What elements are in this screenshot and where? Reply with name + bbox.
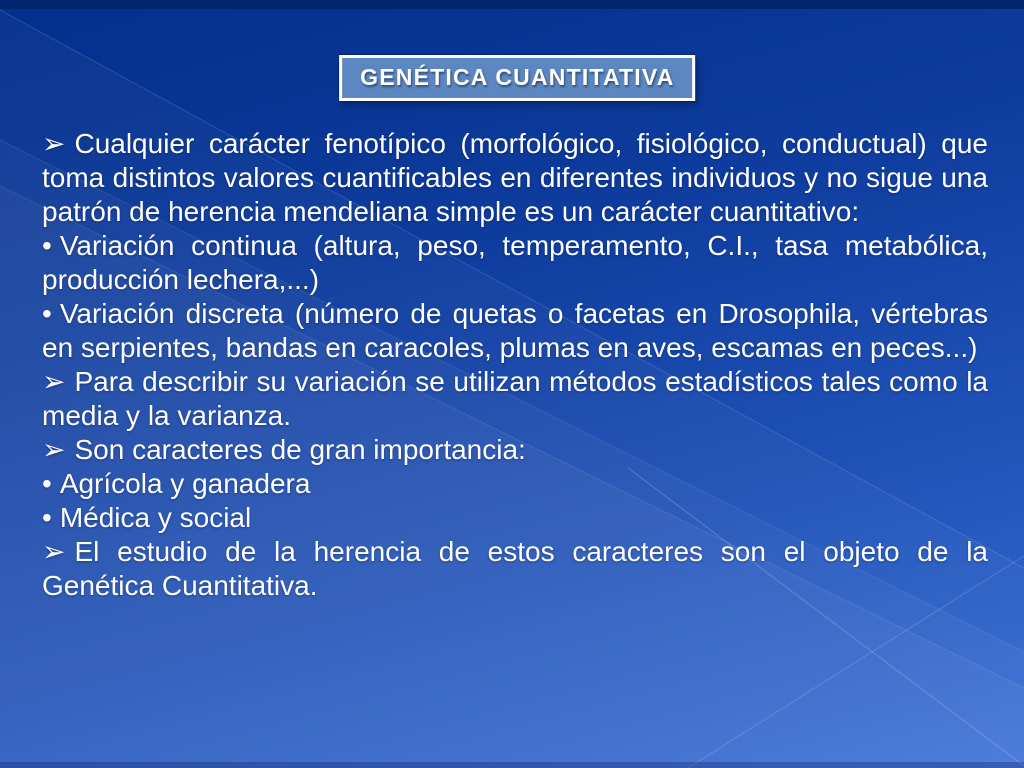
sub-bullet-item-3 [42,467,988,501]
arrow-bullet-icon: ➢ [42,536,66,567]
dot-bullet-icon: • [42,230,52,261]
dot-bullet-icon: • [42,468,52,499]
sub-bullet-text-3: Agrícola y ganadera [59,468,311,499]
sub-bullet-text-1: Variación continua (altura, peso, temperamento, C.I., tasa metabólica, producción lechera,...) [42,230,988,295]
slide-title: GENÉTICA CUANTITATIVA [360,64,675,90]
top-border-strip [0,0,1024,9]
slide-body [42,127,988,603]
bullet-text-3: Son caracteres de gran importancia: [74,434,526,465]
bullet-item-1 [42,127,988,229]
sub-bullet-text-4: Médica y social [59,502,252,533]
bottom-border-strip [0,762,1024,768]
bullet-item-2 [42,365,988,433]
bullet-text-4: El estudio de la herencia de estos caracteres son el objeto de la Genética Cuantitativa. [42,536,988,601]
bullet-text-2: Para describir su variación se utilizan métodos estadísticos tales como la media y la varianza. [42,366,988,431]
dot-bullet-icon: • [42,298,52,329]
sub-bullet-item-1 [42,229,988,297]
arrow-bullet-icon: ➢ [42,128,66,159]
sub-bullet-text-2: Variación discreta (número de quetas o facetas en Drosophila, vértebras en serpientes, bandas en caracoles, plumas en aves, escamas en peces...) [42,298,988,363]
title-box [339,55,695,101]
arrow-bullet-icon: ➢ [42,366,66,397]
bullet-text-1: Cualquier carácter fenotípico (morfológico, fisiológico, conductual) que toma distintos valores cuantificables en diferentes individuos y no sigue una patrón de herencia mendeliana simple es un carácter cuantitativo: [42,128,988,227]
sub-bullet-item-2 [42,297,988,365]
bullet-item-4 [42,535,988,603]
arrow-bullet-icon: ➢ [42,434,66,465]
bullet-item-3 [42,433,988,467]
sub-bullet-item-4 [42,501,988,535]
dot-bullet-icon: • [42,502,52,533]
